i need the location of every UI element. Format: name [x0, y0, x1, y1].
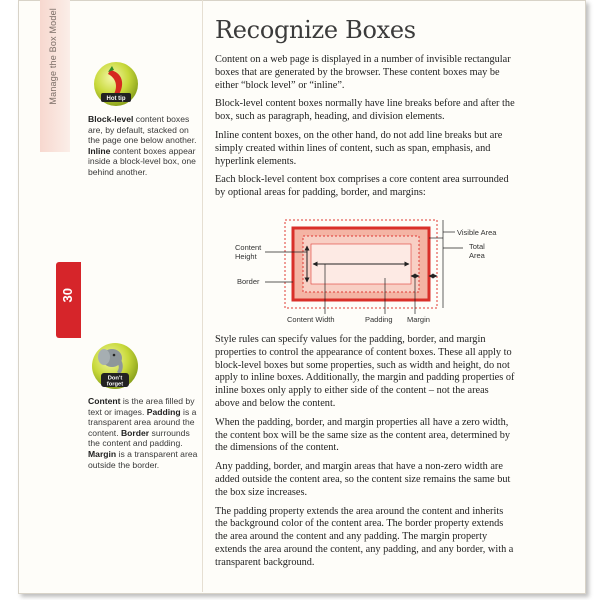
label-margin: Margin: [407, 315, 430, 324]
hot-tip-text: [88, 114, 198, 178]
paragraph: Inline content boxes, on the other hand, do not add line breaks but are simply created within lines of content, such as span, emphasis, and hyperlink elements.: [215, 129, 503, 167]
label-border: Border: [237, 277, 260, 286]
running-head-tab: [40, 0, 70, 152]
dont-forget-def: is a transparent area outside the border.: [88, 448, 198, 470]
paragraph: Any padding, border, and margin areas that have a non-zero width are added outside the content area, so the content size remains the same but the box size increases.: [215, 461, 511, 498]
dont-forget-def: is the area filled by text or images.: [88, 396, 195, 417]
main-text: [215, 334, 515, 570]
hot-tip-term-1: Block-level: [88, 114, 134, 124]
hot-tip-text-1: content boxes are, by default, stacked on the page one below another.: [88, 114, 197, 146]
dont-forget-term: Padding: [146, 406, 181, 417]
label-padding: Padding: [365, 315, 393, 324]
dont-forget-text: [88, 396, 198, 470]
paragraph: Block-level content boxes normally have line breaks before and after the box, such as paragraph, heading, and division elements.: [215, 98, 515, 123]
dont-forget-badge-2: forget: [106, 381, 124, 388]
label-total-area-1: Total: [469, 242, 485, 251]
paragraph: Content on a web page is displayed in a number of invisible rectangular boxes that are generated by the browser. These content boxes may be either “block level” or “inline”.: [215, 54, 511, 91]
dont-forget-term: Margin: [88, 448, 117, 459]
dont-forget-badge-1: Don't: [107, 375, 123, 382]
hot-tip-term-2: Inline: [88, 145, 111, 156]
page-number-tab: [56, 262, 81, 338]
dont-forget-def: surrounds the content and padding.: [88, 427, 190, 449]
label-visible-area: Visible Area: [457, 228, 497, 237]
label-total-area-2: Area: [469, 251, 485, 260]
chili-pepper-icon: [92, 60, 140, 108]
dont-forget-def: is a transparent area around the content.: [88, 406, 197, 438]
dont-forget-term: Border: [120, 427, 150, 438]
column-divider: [202, 0, 203, 592]
box-model-diagram: [215, 216, 515, 326]
paragraph: Style rules can specify values for the padding, border, and margin properties to control the appearance of content boxes. These all apply to block-level boxes but some properties, such as width and height, do not apply to inline boxes. Additionally, the margin and padding properties of inline boxes only apply to either side of the content – not the areas above and below the content.: [215, 334, 515, 409]
hot-tip-text-2: content boxes appear inside a block-level box, one behind another.: [88, 145, 196, 177]
hot-tip-badge: Hot tip: [106, 96, 126, 102]
label-content-height-1: Content: [235, 243, 262, 252]
elephant-icon: [90, 340, 140, 392]
paragraph: The padding property extends the area around the content and inherits the background color of the content area. The border property extends the area around the content and any padding. The margin property extends the area around the content, any padding, and any border, with a transparent background.: [215, 505, 514, 568]
paragraph: Each block-level content box comprises a core content area surrounded by optional areas for padding, border, and margins:: [215, 174, 509, 199]
label-content-height-2: Height: [235, 252, 257, 261]
page-title: Recognize Boxes: [215, 16, 416, 44]
dont-forget-term: Content: [88, 396, 121, 406]
page-number: 30: [60, 288, 75, 303]
running-head: Manage the Box Model: [48, 8, 58, 105]
paragraph: When the padding, border, and margin properties all have a zero width, the content box will be the same size as the content area, determined by the dimensions of the content.: [215, 416, 511, 454]
label-content-width: Content Width: [287, 315, 335, 324]
intro-text: [215, 54, 515, 200]
